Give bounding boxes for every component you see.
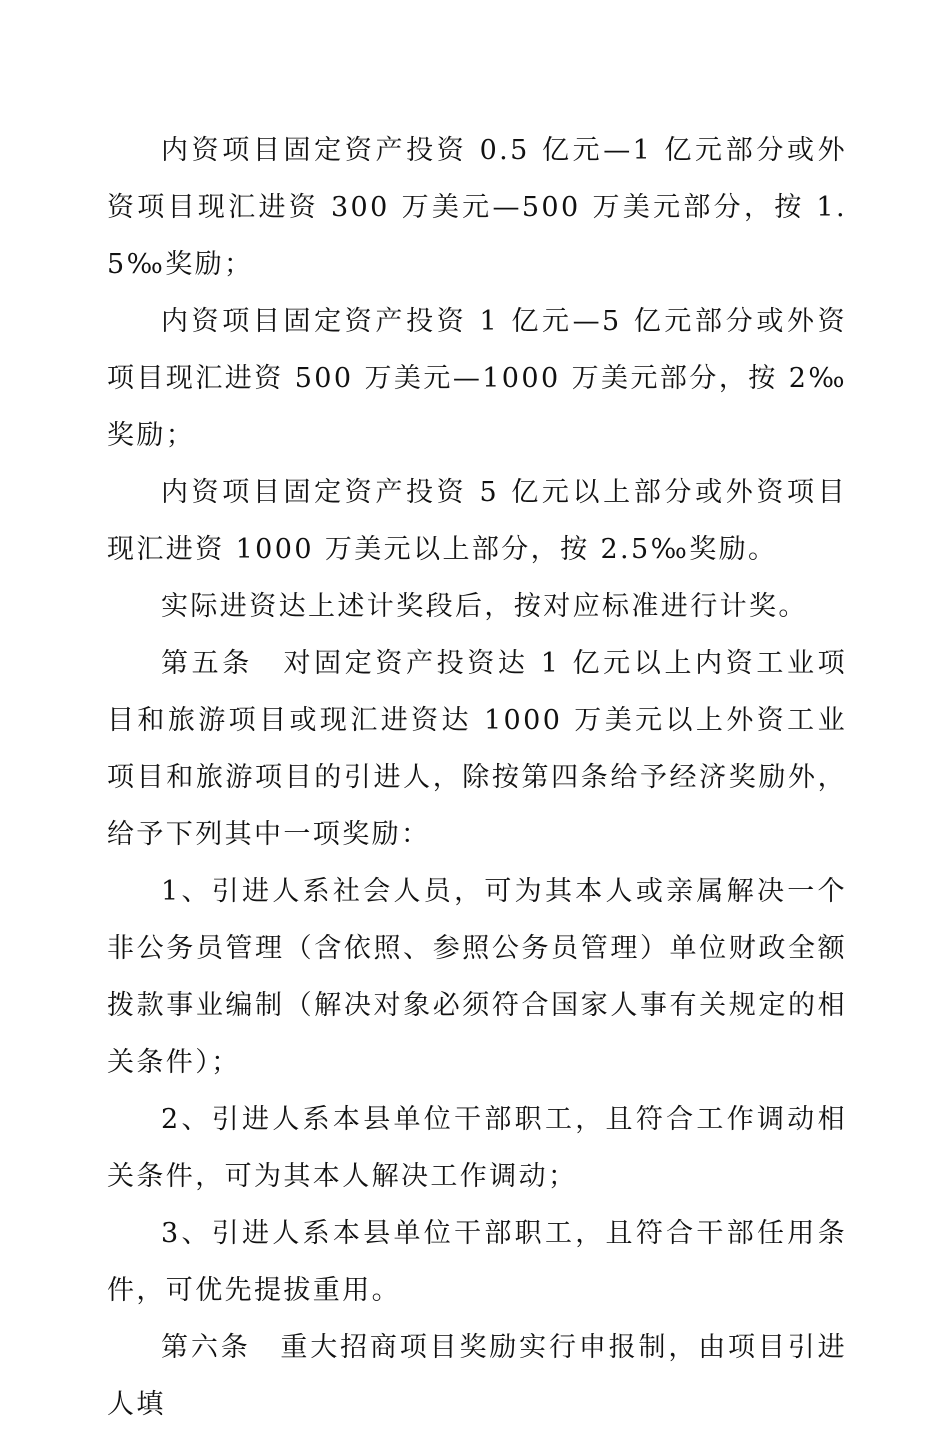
paragraph-reward-tier-0-5-to-1: 内资项目固定资产投资 0.5 亿元—1 亿元部分或外资项目现汇进资 300 万美元—500 万美元部分，按 1.5‰奖励； — [107, 135, 847, 280]
paragraph-reward-tier-above-5: 内资项目固定资产投资 5 亿元以上部分或外资项目现汇进资 1000 万美元以上部分，按 2.5‰奖励。 — [107, 477, 847, 565]
paragraph-item-2: 2、引进人系本县单位干部职工，且符合工作调动相关条件，可为其本人解决工作调动； — [107, 1104, 847, 1192]
paragraph-item-1: 1、引进人系社会人员，可为其本人或亲属解决一个非公务员管理（含依照、参照公务员管理）单位财政全额拨款事业编制（解决对象必须符合国家人事有关规定的相关条件）； — [107, 876, 847, 1078]
paragraph-reward-tier-1-to-5: 内资项目固定资产投资 1 亿元—5 亿元部分或外资项目现汇进资 500 万美元—1000 万美元部分，按 2‰奖励； — [107, 306, 847, 451]
paragraph-article-6: 第六条 重大招商项目奖励实行申报制，由项目引进人填 — [107, 1332, 847, 1420]
paragraph-item-3: 3、引进人系本县单位干部职工，且符合干部任用条件，可优先提拔重用。 — [107, 1218, 847, 1306]
paragraph-article-5: 第五条 对固定资产投资达 1 亿元以上内资工业项目和旅游项目或现汇进资达 1000 万美元以上外资工业项目和旅游项目的引进人，除按第四条给予经济奖励外，给予下列其中一项奖励： — [107, 648, 847, 850]
document-body — [107, 122, 847, 1433]
paragraph-reward-calculation: 实际进资达上述计奖段后，按对应标准进行计奖。 — [161, 591, 808, 622]
